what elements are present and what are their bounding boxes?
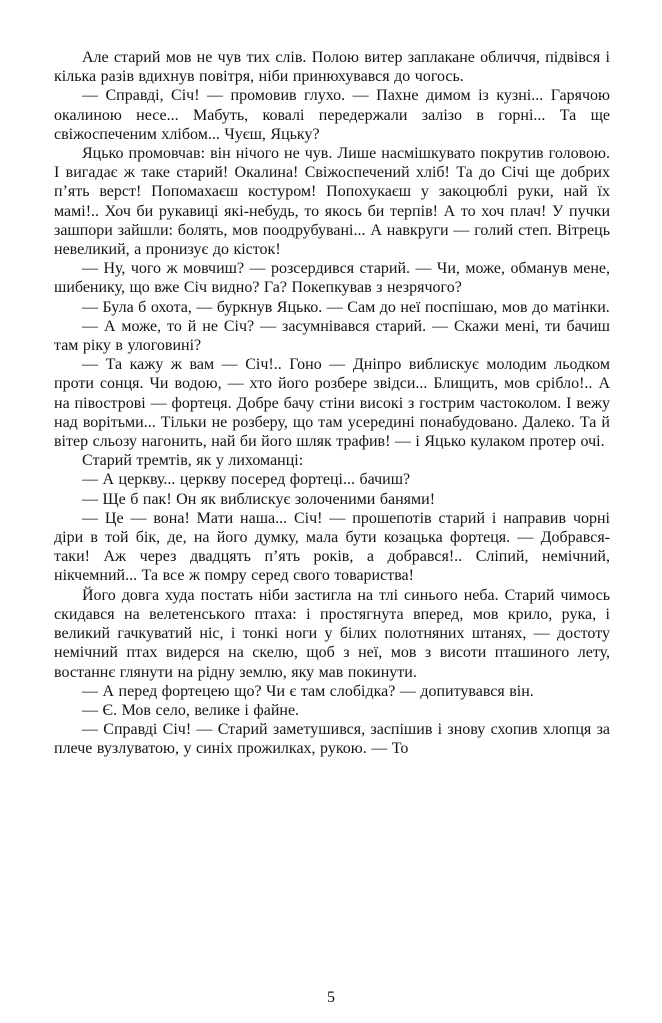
paragraph: — Була б охота, — буркнув Яцько. — Сам до неї поспішаю, мов до матінки. (82, 298, 610, 316)
page-number: 5 (327, 989, 335, 1006)
paragraph: — Ну, чого ж мовчиш? — розсердився старий. — Чи, може, обманув мене, шибенику, що вже Січ видно? Га? Покепкував з незрячого? (54, 260, 610, 297)
paragraph: Яцько промовчав: він нічого не чув. Лише насмішкувато покрутив головою. І вигадає ж таке старий! Окалина! Свіжоспечений хліб! Та до Січі ще добрих п’ять верст! Попомахаєш костуром! Попохукаєш у закоцюблі руки, най їх мамі!.. Хоч би рукавиці які-небудь, то якось би терпів! А то хоч плач! У пучки зашпори зайшли: болять, мов поодрубувані... А навкруги — голий степ. Вітрець невеликий, а пронизує до кісток! (54, 145, 610, 259)
paragraph: — А церкву... церкву посеред фортеці... бачиш? (82, 471, 411, 489)
paragraph: — А перед фортецею що? Чи є там слобідка? — допитувався він. (82, 682, 534, 700)
paragraph: — А може, то й не Січ? — засумнівався старий. — Скажи мені, ти бачиш там ріку в улоговині? (54, 317, 610, 355)
paragraph: — Та кажу ж вам — Січ!.. Гоно — Дніпро виблискує молодим льодком проти сонця. Чи водою, — хто його розбере звідси... Блищить, мов срібло!.. А на півострові — фортеця. Добре бачу стіни високі з гострим частоколом. І вежу над ворітьми... Тільки не розберу, що там усередині понабудовано. Далеко. Та й вітер сльозу нагонить, най би його шляк трафив! — і Яцько кулаком протер очі. (54, 356, 610, 451)
paragraph: — Є. Мов село, велике і файне. (82, 701, 300, 719)
paragraph: — Справді, Січ! — промовив глухо. — Пахне димом із кузні... Гарячою окалиною несе... Мабуть, ковалі передержали залізо в горні... Та ще свіжоспеченим хлібом... Чуєш, Яцьку? (54, 87, 610, 143)
paragraph: Старий тремтів, як у лихоманці: (82, 452, 304, 470)
paragraph: — Це — вона! Мати наша... Січ! — прошепотів старий і направив чорні діри в той бік, де, на його думку, мала бути козацька фортеця. — Добрався-таки! Аж через двадцять п’ять років, а добрався!.. Сліпий, немічний, нікчемний... Та все ж помру серед свого товариства! (54, 509, 610, 585)
paragraph: — Справді Січ! — Старий заметушився, заспішив і знову схопив хлопця за плече вузлуватою, у синіх прожилках, рукою. — То (54, 721, 610, 758)
page-text (54, 48, 610, 759)
paragraph: — Ще б пак! Он як виблискує золоченими банями! (82, 490, 436, 508)
paragraph: Його довга худа постать ніби застигла на тлі синього неба. Старий чимось скидався на велетенського птаха: і простягнута вперед, мов крило, рука, і великий гачкуватий ніс, і тонкі ноги у білих полотняних штанях, — достоту немічний птах видерся на скелю, щоб з неї, мов з висоти пташиного лету, востаннє глянути на рідну землю, яку мав покинути. (54, 586, 610, 681)
paragraph: Але старий мов не чув тих слів. Полою витер заплакане обличчя, підвівся і кілька разів вдихнув повітря, ніби принюхувався до чогось. (54, 49, 610, 86)
